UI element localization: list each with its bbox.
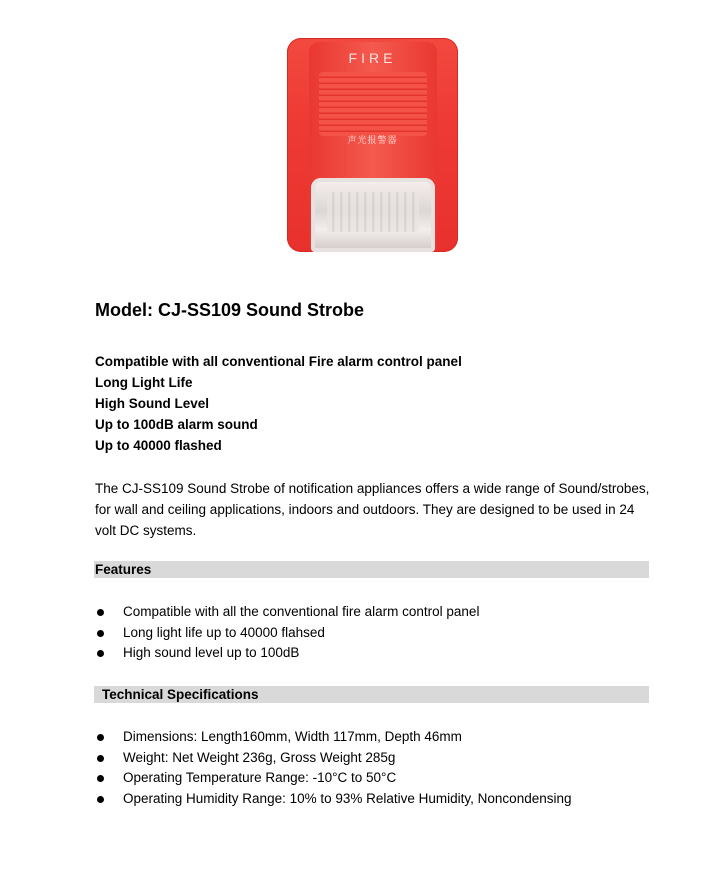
list-item-text: Operating Humidity Range: 10% to 93% Relative Humidity, Noncondensing (123, 790, 572, 806)
list-item-text: High sound level up to 100dB (123, 645, 300, 660)
model-title: Model: CJ-SS109 Sound Strobe (95, 300, 365, 320)
highlight-line: Long Light Life (95, 375, 193, 390)
list-item (95, 789, 572, 810)
bullet-icon (97, 796, 104, 803)
list-item-text: Compatible with all the conventional fire alarm control panel (123, 604, 480, 619)
list-item (95, 768, 572, 789)
highlight-line: Up to 100dB alarm sound (95, 417, 258, 432)
list-item-text: Weight: Net Weight 236g, Gross Weight 285g (123, 749, 396, 765)
list-item-text: Dimensions: Length160mm, Width 117mm, Depth 46mm (123, 729, 462, 744)
bullet-icon (97, 775, 104, 782)
speaker-grille (319, 72, 427, 136)
product-image (287, 38, 458, 252)
highlight-line: Up to 40000 flashed (95, 438, 222, 453)
highlight-line: Compatible with all conventional Fire alarm control panel (95, 354, 462, 369)
features-heading-bar (94, 561, 649, 578)
strobe-lens (311, 178, 435, 252)
specs-list (95, 727, 572, 809)
highlights-list (95, 353, 462, 458)
fire-label: FIRE (348, 50, 397, 66)
list-item-text: Operating Temperature Range: -10°C to 50°C (123, 770, 397, 785)
bullet-icon (97, 734, 104, 741)
bullet-icon (97, 650, 104, 657)
list-item-text: Long light life up to 40000 flahsed (123, 624, 325, 640)
chinese-label: 声光报警器 (347, 135, 398, 145)
specs-heading-bar (94, 686, 649, 703)
list-item (95, 748, 572, 769)
description-paragraph: The CJ-SS109 Sound Strobe of notification appliances offers a wide range of Sound/strobes, for wall and ceiling applications, indoors and outdoors. They are designed to be used in 24 volt DC systems. (95, 481, 650, 538)
list-item (95, 602, 479, 623)
bullet-icon (97, 755, 104, 762)
specs-heading: Technical Specifications (102, 687, 259, 702)
list-item (95, 623, 479, 644)
features-heading: Features (95, 562, 152, 577)
list-item (95, 643, 479, 664)
highlight-line: High Sound Level (95, 396, 210, 411)
features-list (95, 602, 479, 664)
bullet-icon (97, 630, 104, 637)
bullet-icon (97, 609, 104, 616)
list-item (95, 727, 572, 748)
